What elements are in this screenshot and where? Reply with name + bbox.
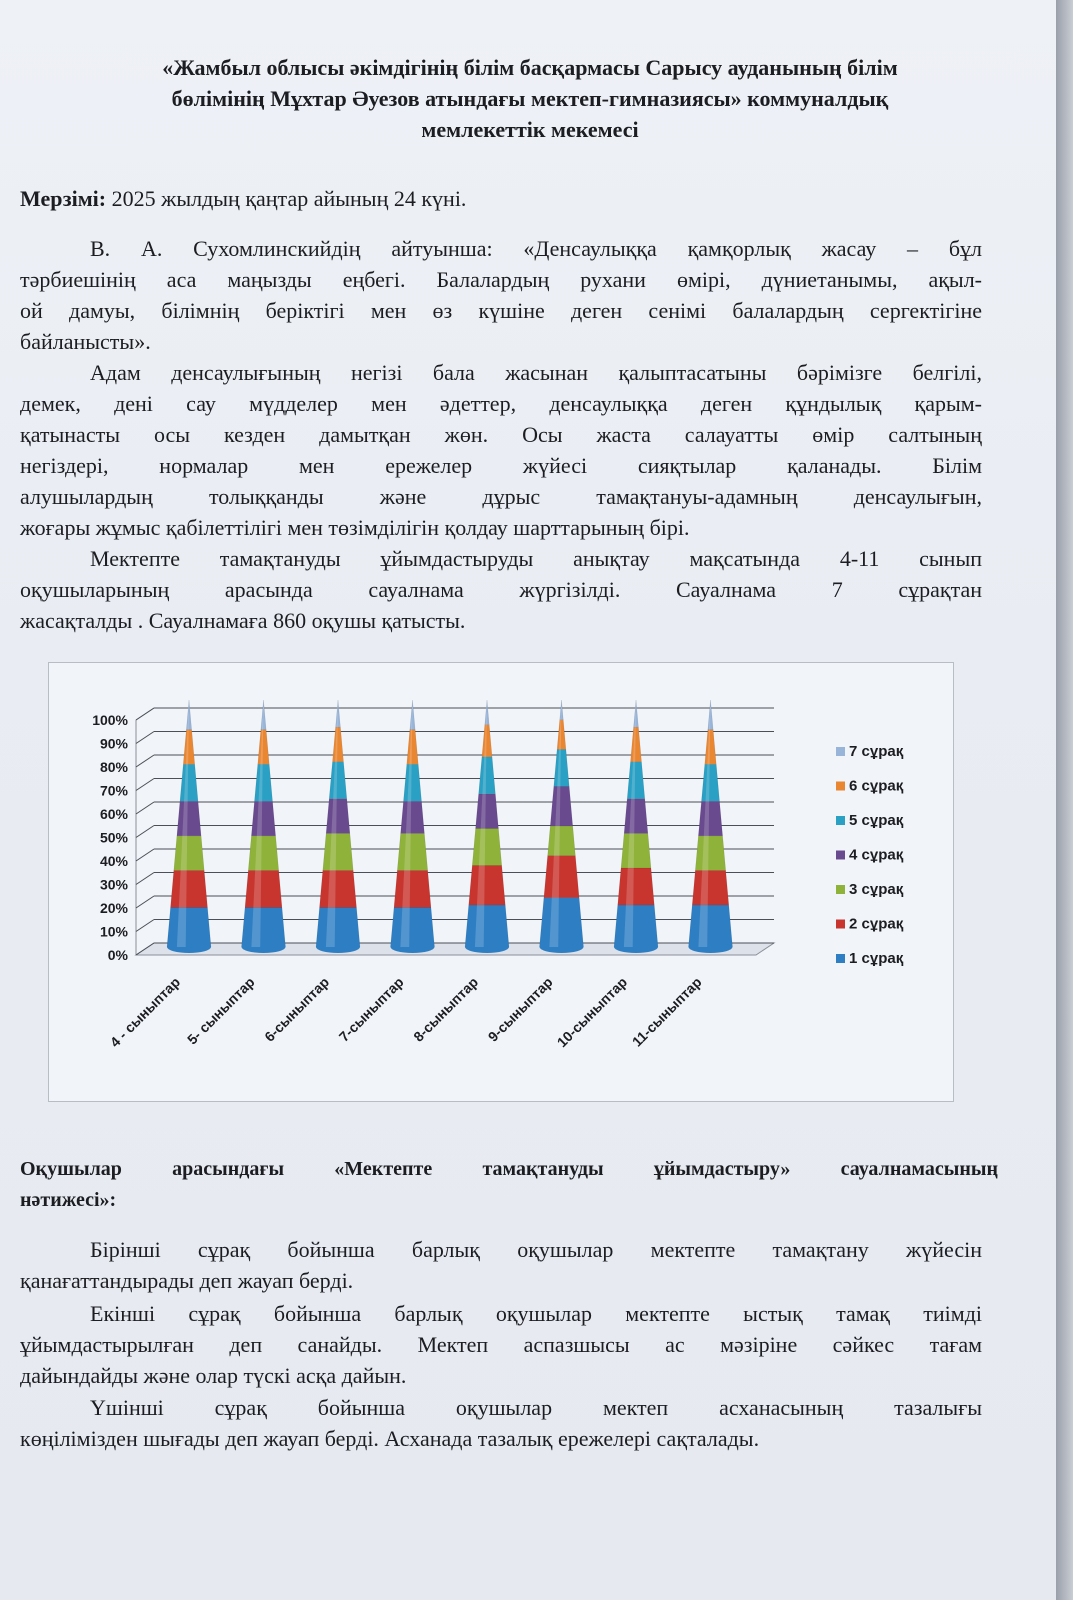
cone-segment xyxy=(329,762,347,799)
document-header xyxy=(30,52,1030,145)
cone-segment xyxy=(482,725,492,757)
q1-line: қанағаттандырады деп жауап берді. xyxy=(20,1268,354,1293)
results-title-line: нәтижесі»: xyxy=(20,1189,117,1211)
cone-segment xyxy=(618,868,655,905)
cone-segment xyxy=(394,870,431,907)
q3-line: Үшінші сұрақ бойынша оқушылар мектеп асханасының тазалығы xyxy=(90,1395,982,1420)
cone-segment xyxy=(261,700,266,730)
cone-segment xyxy=(180,764,198,801)
cone-base xyxy=(689,941,733,953)
cone-segment xyxy=(689,905,733,947)
survey-paragraph xyxy=(20,543,982,636)
cone-segment xyxy=(695,836,725,871)
cone-segment xyxy=(621,833,651,868)
legend-label: 5 сұрақ xyxy=(849,812,904,829)
y-tick-label: 20% xyxy=(99,900,128,916)
y-tick-label: 50% xyxy=(99,829,128,846)
cone-base xyxy=(242,941,286,953)
health-line: жоғары жұмыс қабілеттілігі мен төзімділігін қолдау шарттарының бірі. xyxy=(20,515,690,540)
cone-base xyxy=(465,941,509,953)
cone-segment xyxy=(634,700,639,727)
chart-canvas xyxy=(49,663,953,1101)
y-tick-label: 40% xyxy=(99,853,128,869)
y-tick-label: 30% xyxy=(99,876,128,893)
legend-label: 4 сұрақ xyxy=(849,846,904,864)
q2-paragraph xyxy=(20,1298,982,1391)
cone-segment xyxy=(705,730,716,765)
gridline-side xyxy=(136,873,154,885)
cone-segment xyxy=(544,856,579,898)
cone-segment xyxy=(698,801,722,836)
intro-paragraph xyxy=(20,233,982,357)
header-line-2: бөлімінің Мұхтар Әуезов атындағы мектеп-гимназиясы» коммуналдық xyxy=(171,86,889,111)
y-tick-label: 70% xyxy=(99,782,128,799)
legend-swatch xyxy=(836,885,845,894)
page-edge-shadow xyxy=(1056,0,1073,1600)
x-tick-label: 8-сыныптар xyxy=(410,973,482,1045)
cone-segment xyxy=(407,730,418,765)
cone-segment xyxy=(186,700,191,730)
gridline-side xyxy=(136,779,154,791)
cone-segment xyxy=(397,833,427,870)
legend-swatch xyxy=(836,954,845,963)
intro-line: байланысты». xyxy=(20,329,151,354)
cone-segment xyxy=(258,730,269,765)
survey-line: жасақталды . Сауалнамаға 860 оқушы қатысты. xyxy=(20,608,466,633)
gridline-side xyxy=(136,755,154,767)
gridline-side xyxy=(136,920,154,932)
cone-base xyxy=(316,941,360,953)
chart-floor xyxy=(136,943,774,955)
header-line-1: «Жамбыл облысы әкімдігінің білім басқармасы Сарысу ауданының білім xyxy=(162,55,898,80)
cone-segment xyxy=(701,764,719,801)
document-date xyxy=(20,186,466,212)
cone-segment xyxy=(692,870,729,905)
x-tick-label: 7-сыныптар xyxy=(335,973,407,1045)
x-tick-label: 4 - сыныптар xyxy=(106,973,184,1051)
gridline-side xyxy=(136,849,154,861)
x-tick-label: 11-сыныптар xyxy=(628,973,705,1050)
date-value: 2025 жылдың қаңтар айының 24 күні. xyxy=(106,186,467,211)
cone-segment xyxy=(465,905,509,947)
intro-line: ой дамуы, білімнің беріктігі мен өз күшіне деген сенімі балалардың сергектігіне xyxy=(20,298,982,323)
cone-segment xyxy=(476,794,499,829)
cone-segment xyxy=(472,828,501,865)
legend-swatch xyxy=(836,747,845,756)
cone-segment xyxy=(174,836,204,871)
gridline-side xyxy=(136,896,154,908)
legend-label: 7 сұрақ xyxy=(849,743,904,760)
q1-paragraph xyxy=(20,1234,982,1296)
intro-line: В. А. Сухомлинскийдің айтуынша: «Денсаулыққа қамқорлық жасау – бұл xyxy=(90,236,982,261)
legend-label: 1 сұрақ xyxy=(849,950,904,967)
cone-segment xyxy=(550,786,572,826)
cone-segment xyxy=(479,757,496,794)
cone-segment xyxy=(401,801,425,833)
cone-segment xyxy=(254,764,272,801)
cone-segment xyxy=(548,826,576,856)
cone-segment xyxy=(251,801,275,836)
gridline-side xyxy=(136,708,154,720)
cone-segment xyxy=(171,870,208,907)
legend-swatch xyxy=(836,920,845,929)
legend-swatch xyxy=(836,851,845,860)
results-title-line: Оқушылар арасындағы «Мектепте тамақтануды ұйымдастыру» сауалнамасының xyxy=(20,1158,998,1180)
x-tick-label: 6-сыныптар xyxy=(261,973,333,1045)
cone-base xyxy=(614,941,658,953)
date-label: Мерзімі: xyxy=(20,186,107,211)
legend-swatch xyxy=(836,782,845,791)
cone-segment xyxy=(177,801,201,836)
cone-segment xyxy=(631,727,642,762)
cone-segment xyxy=(410,700,415,730)
legend-label: 6 сұрақ xyxy=(849,777,904,795)
q2-line: Екінші сұрақ бойынша барлық оқушылар мектепте ыстық тамақ тиімді xyxy=(90,1301,982,1326)
cone-segment xyxy=(320,870,357,907)
cone-segment xyxy=(624,799,648,834)
q2-line: дайындайды және олар түскі асқа дайын. xyxy=(20,1363,407,1388)
results-title xyxy=(20,1154,998,1216)
q3-line: көңілімізден шығады деп жауап берді. Асханада тазалық ережелері сақталады. xyxy=(20,1426,760,1451)
y-tick-label: 10% xyxy=(99,923,128,940)
cone-segment xyxy=(245,870,282,907)
cone-segment xyxy=(326,799,350,834)
gridline-side xyxy=(136,826,154,838)
legend-swatch xyxy=(836,816,845,825)
health-line: Адам денсаулығының негізі бала жасынан қалыптасатыны бәрімізге белгілі, xyxy=(90,360,982,385)
y-tick-label: 0% xyxy=(107,947,128,963)
cone-segment xyxy=(708,700,713,730)
q3-paragraph xyxy=(20,1392,982,1454)
health-line: демек, дені сау мүдделер мен әдеттер, денсаулыққа деген құндылық қарым- xyxy=(20,391,982,416)
survey-chart xyxy=(48,662,954,1102)
cone-segment xyxy=(540,898,584,947)
health-line: алушылардың толыққанды және дұрыс тамақтануы-адамның денсаулығын, xyxy=(20,484,982,509)
survey-line: оқушыларының арасында сауалнама жүргізілді. Сауалнама 7 сұрақтан xyxy=(20,577,982,602)
cone-segment xyxy=(485,700,489,725)
q2-line: ұйымдастырылған деп санайды. Мектеп аспазшысы ас мәзіріне сәйкес тағам xyxy=(20,1332,982,1357)
survey-line: Мектепте тамақтануды ұйымдастыруды анықтау мақсатында 4-11 сынып xyxy=(90,546,982,571)
legend-label: 2 сұрақ xyxy=(849,915,904,933)
q1-line: Бірінші сұрақ бойынша барлық оқушылар мектепте тамақтану жүйесін xyxy=(90,1237,982,1262)
legend-label: 3 сұрақ xyxy=(849,881,904,898)
cone-base xyxy=(167,941,211,953)
cone-segment xyxy=(560,700,564,720)
x-tick-label: 5- сыныптар xyxy=(183,973,258,1048)
y-tick-label: 80% xyxy=(99,759,128,775)
cone-segment xyxy=(557,720,566,750)
y-tick-label: 100% xyxy=(92,712,128,728)
health-line: негіздері, нормалар мен ережелер жүйесі сияқтылар қаланады. Білім xyxy=(20,453,982,478)
y-tick-label: 60% xyxy=(99,806,128,822)
y-tick-label: 90% xyxy=(99,735,128,752)
health-line: қатынасты осы кезден дамытқан жөн. Осы жаста салауатты өмір салтының xyxy=(20,422,982,447)
cone-segment xyxy=(183,730,194,765)
x-tick-label: 10-сыныптар xyxy=(553,973,631,1051)
health-paragraph xyxy=(20,357,982,543)
cone-segment xyxy=(333,727,344,762)
x-tick-label: 9-сыныптар xyxy=(484,973,556,1045)
cone-segment xyxy=(403,764,421,801)
header-line-3: мемлекеттік мекемесі xyxy=(421,117,639,142)
cone-segment xyxy=(336,700,341,727)
cone-segment xyxy=(323,833,353,870)
gridline-side xyxy=(136,802,154,814)
intro-line: тәрбиешінің аса маңызды еңбегі. Балалардың рухани өмірі, дүниетанымы, ақыл- xyxy=(20,267,982,292)
gridline-side xyxy=(136,732,154,744)
cone-base xyxy=(540,941,584,953)
cone-segment xyxy=(248,836,278,871)
cone-segment xyxy=(614,905,658,947)
cone-base xyxy=(391,941,435,953)
cone-segment xyxy=(469,865,506,905)
cone-segment xyxy=(627,762,645,799)
